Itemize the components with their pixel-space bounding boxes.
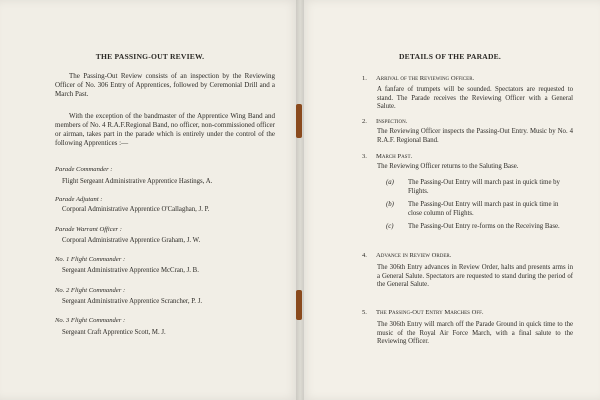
subitem-letter: (a) bbox=[386, 179, 394, 186]
item-text: The Reviewing Officer inspects the Passing-Out Entry. Music by No. 4 R.A.F. Regional Band. bbox=[377, 128, 573, 144]
role-name: Sergeant Administrative Apprentice McCran, J. B. bbox=[62, 267, 199, 274]
upper-staple bbox=[296, 104, 302, 138]
item-text: The 306th Entry will march off the Parade Ground in quick time to the music of the Royal Air Force March, with a final salute to the Reviewing Officer. bbox=[377, 321, 573, 346]
role-name: Sergeant Administrative Apprentice Scrancher, P. J. bbox=[62, 298, 203, 305]
item-number: 5. bbox=[362, 309, 367, 316]
role-title: Parade Adjutant : bbox=[55, 196, 103, 203]
role-name: Corporal Administrative Apprentice O'Callaghan, J. P. bbox=[62, 206, 210, 213]
role-title: Parade Commander : bbox=[55, 166, 113, 173]
subitem bbox=[386, 179, 573, 197]
right-page-title: DETAILS OF THE PARADE. bbox=[398, 52, 501, 61]
subitem-text: The Passing-Out Entry re-forms on the Receiving Base. bbox=[408, 223, 560, 230]
role-title: No. 1 Flight Commander : bbox=[55, 256, 126, 263]
item-number: 4. bbox=[362, 252, 367, 259]
item-heading: The Passing-Out Entry Marches Off. bbox=[376, 309, 484, 316]
role-title: No. 2 Flight Commander : bbox=[55, 287, 126, 294]
subitem-letter: (b) bbox=[386, 201, 394, 208]
role-name: Flight Sergeant Administrative Apprentice Hastings, A. bbox=[62, 178, 213, 185]
item-heading: March Past. bbox=[376, 153, 413, 160]
item-number: 2. bbox=[362, 118, 367, 125]
right-page bbox=[300, 0, 600, 400]
item-heading: Arrival of the Reviewing Officer. bbox=[376, 75, 475, 82]
subitem bbox=[386, 201, 573, 219]
subitem bbox=[386, 223, 573, 241]
item-text: The 306th Entry advances in Review Order, halts and presents arms in a General Salute. Spectators are requested to stand during the period of the General Salute. bbox=[377, 264, 573, 289]
left-page-title: THE PASSING-OUT REVIEW. bbox=[95, 52, 205, 61]
role-name: Corporal Administrative Apprentice Graham, J. W. bbox=[62, 237, 201, 244]
book-gutter bbox=[296, 0, 304, 400]
subitem-letter: (c) bbox=[386, 223, 394, 230]
subitem-text: The Passing-Out Entry will march past in quick time by Flights. bbox=[408, 179, 560, 195]
role-name: Sergeant Craft Apprentice Scott, M. J. bbox=[62, 329, 166, 336]
item-text: A fanfare of trumpets will be sounded. Spectators are requested to stand. The Parade receives the Reviewing Officer with a General Salute. bbox=[377, 86, 573, 111]
intro-paragraph: The Passing-Out Review consists of an inspection by the Reviewing Officer of No. 306 Entry of Apprentices, followed by Ceremonial Drill and a March Past. bbox=[55, 72, 275, 98]
lower-staple bbox=[296, 290, 302, 320]
subitem-text: The Passing-Out Entry will march past in quick time in close column of Flights. bbox=[408, 201, 559, 217]
exception-paragraph: With the exception of the bandmaster of the Apprentice Wing Band and members of No. 4 R.A.F.Regional Band, no officer, non-commissioned officer or airman, takes part in the parade which is entirely under the control of the following Apprentices :— bbox=[55, 112, 275, 147]
item-heading: Inspection. bbox=[376, 118, 408, 125]
item-heading: Advance in Review Order. bbox=[376, 252, 452, 259]
item-number: 1. bbox=[362, 75, 367, 82]
item-number: 3. bbox=[362, 153, 367, 160]
role-title: Parade Warrant Officer : bbox=[55, 226, 122, 233]
item-text: The Reviewing Officer returns to the Saluting Base. bbox=[377, 163, 519, 170]
role-title: No. 3 Flight Commander : bbox=[55, 317, 126, 324]
